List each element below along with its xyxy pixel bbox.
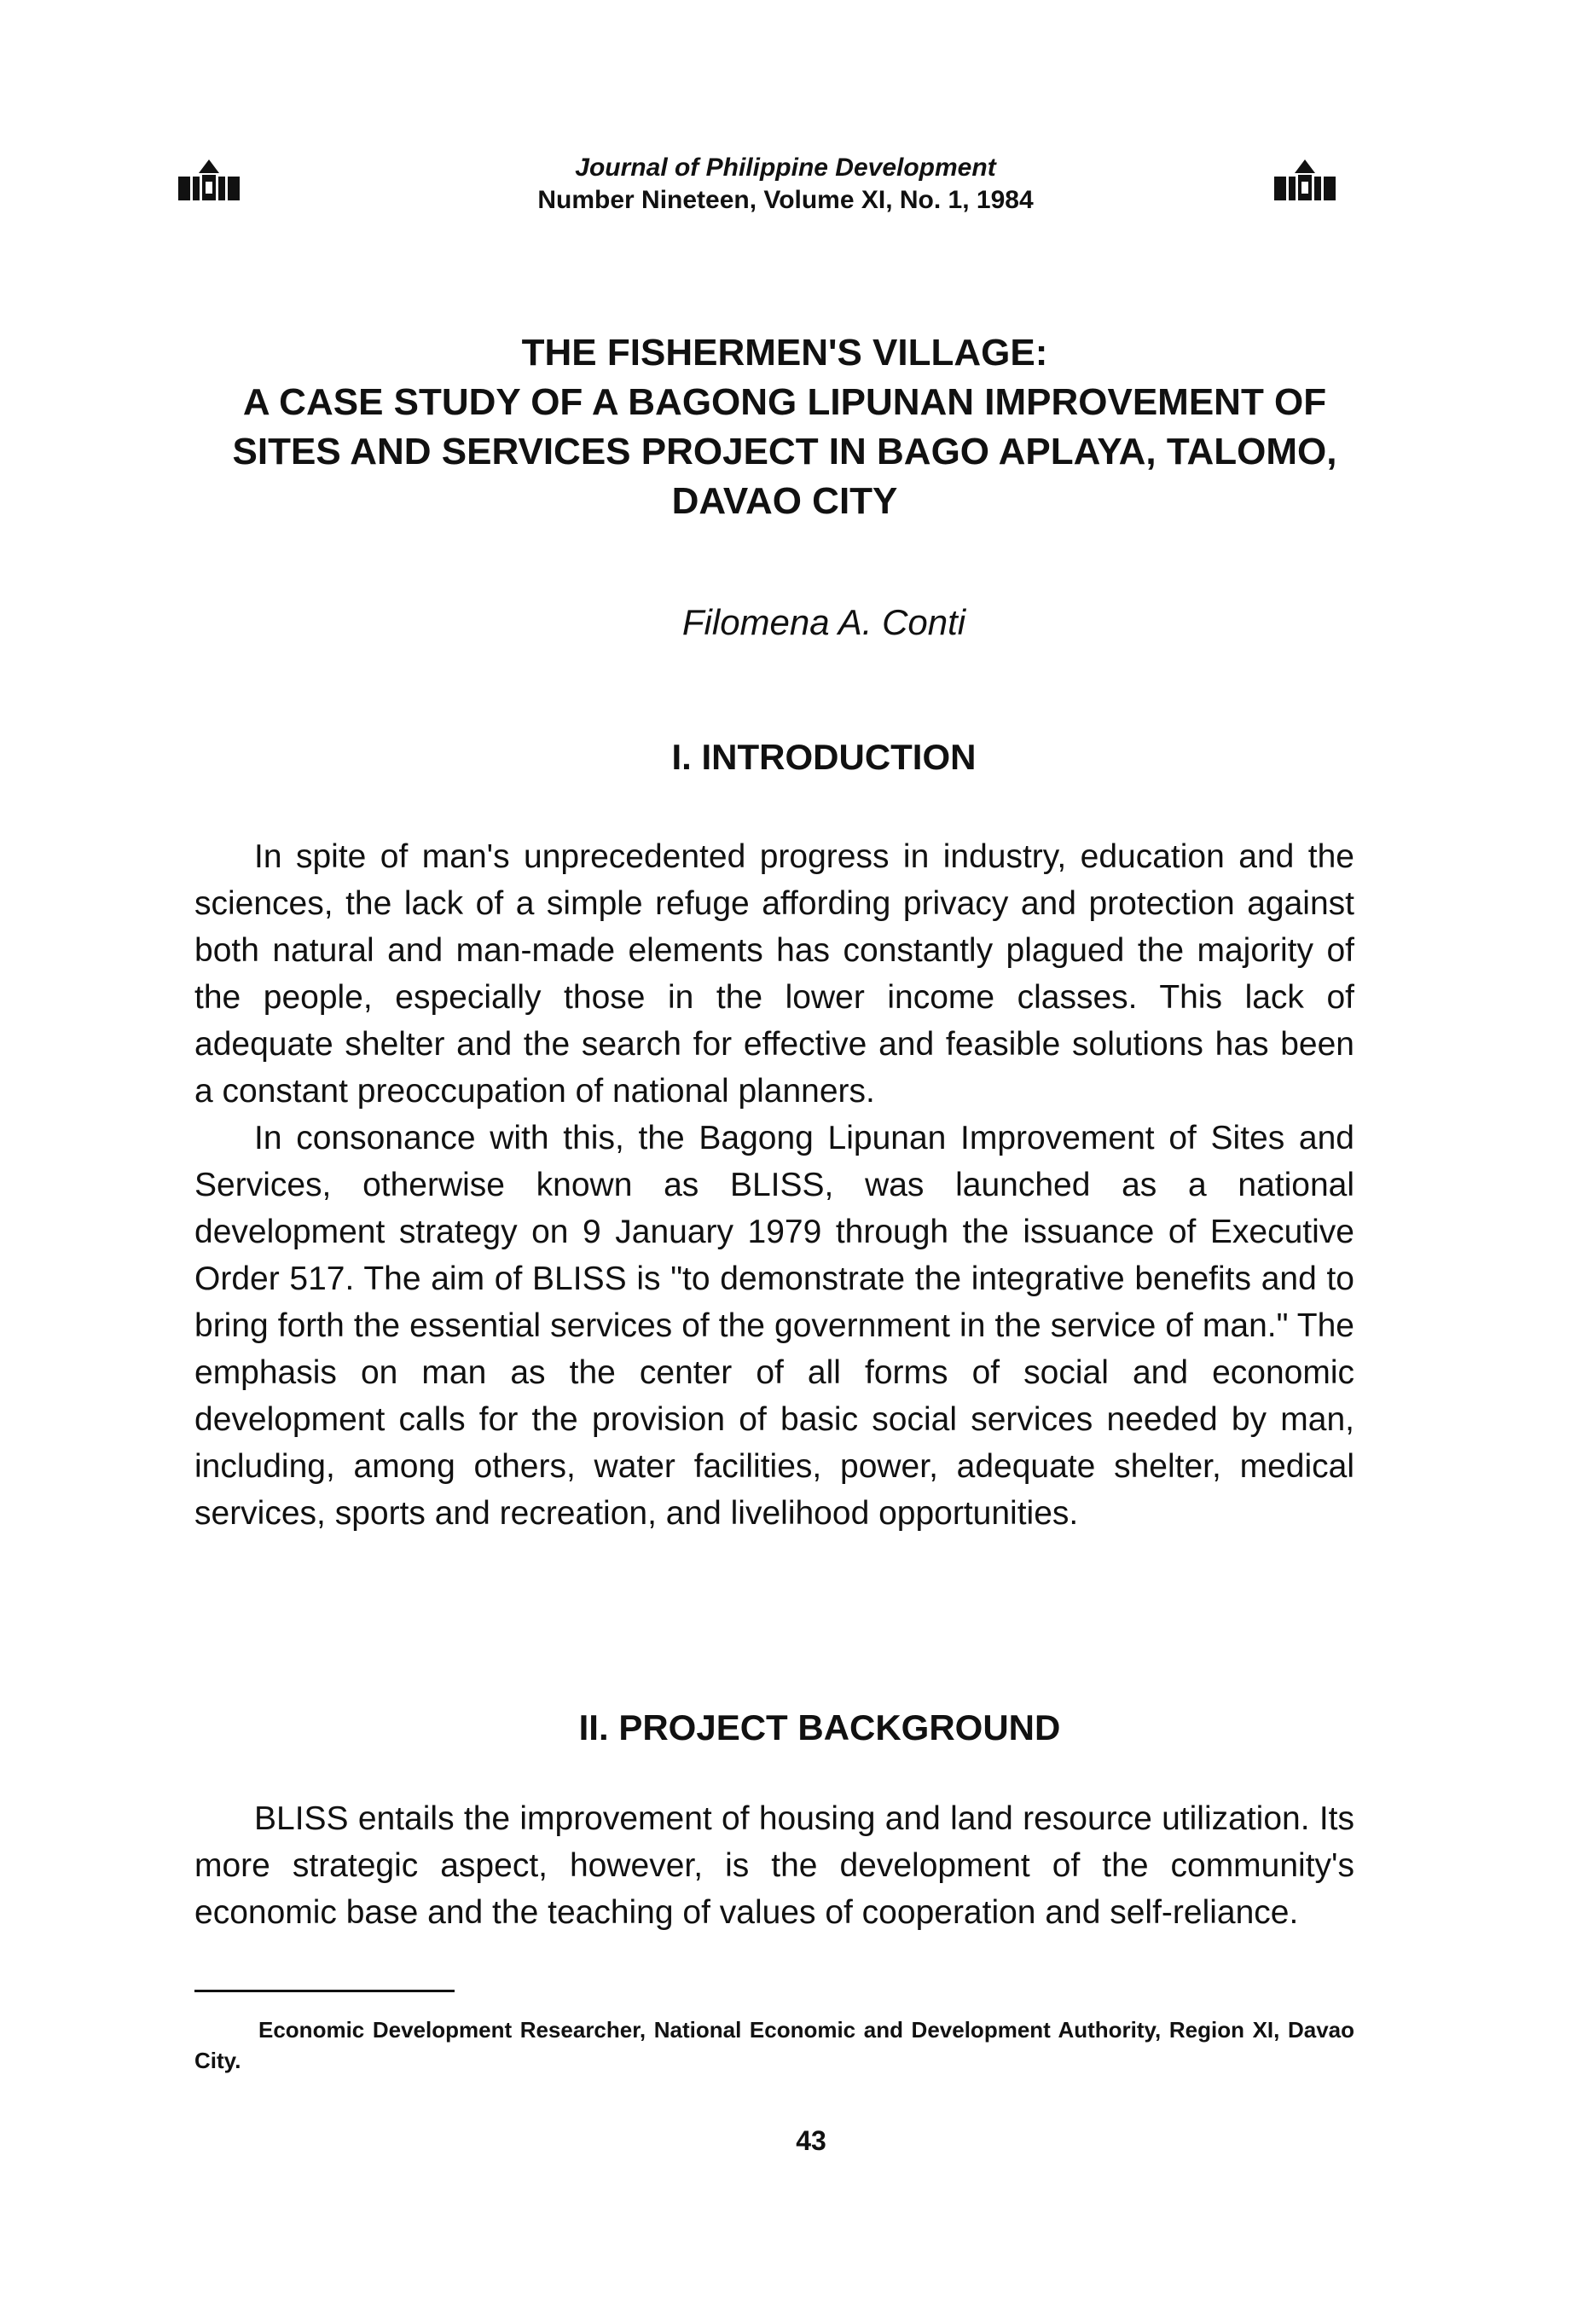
pids-logo-right-icon xyxy=(1271,158,1339,209)
paragraph: In consonance with this, the Bagong Lipunan Improvement of Sites and Services, otherwise known as BLISS, was launched as a national development strategy on 9 January 1979 through the issuance of Executive Order 517. The aim of BLISS is "to demonstrate the integrative benefits and to bring forth the essential services of the government in the service of man." The emphasis on man as the center of all forms of social and economic development calls for the provision of basic social services needed by man, including, among others, water facilities, power, adequate shelter, medical services, sports and recreation, and livelihood opportunities. xyxy=(194,1120,1354,1532)
paragraph: In spite of man's unprecedented progress in industry, education and the sciences, the lack of a simple refuge affording privacy and protection against both natural and man-made elements has constantly plagued the majority of the people, especially those in the lower income classes. This lack of adequate shelter and the search for effective and feasible solutions has been a constant preoccupation of national planners. xyxy=(194,838,1354,1110)
title-line-1: THE FISHERMEN'S VILLAGE: xyxy=(521,332,1048,374)
journal-name: Journal of Philippine Development xyxy=(575,154,996,182)
project-background-body xyxy=(194,1795,1354,1936)
author-name: Filomena A. Conti xyxy=(681,602,966,642)
section-heading-project-background: II. PROJECT BACKGROUND xyxy=(578,1707,1061,1747)
title-line-4: DAVAO CITY xyxy=(671,480,898,522)
footnote-divider xyxy=(194,1990,455,1992)
page-number: 43 xyxy=(796,2125,826,2156)
author-affiliation-footnote: Economic Development Researcher, National Economic and Development Authority, Region XI, Davao City. xyxy=(194,2017,1354,2073)
journal-issue: Number Nineteen, Volume XI, No. 1, 1984 xyxy=(537,186,1034,214)
title-line-2: A CASE STUDY OF A BAGONG LIPUNAN IMPROVEMENT OF xyxy=(242,381,1327,423)
title-line-3: SITES AND SERVICES PROJECT IN BAGO APLAYA, TALOMO, xyxy=(232,431,1337,472)
article-title xyxy=(171,328,1399,526)
paragraph: BLISS entails the improvement of housing and land resource utilization. Its more strategic aspect, however, is the development of the community's economic base and the teaching of values of cooperation and self-reliance. xyxy=(194,1800,1354,1931)
section-heading-introduction: I. INTRODUCTION xyxy=(671,737,977,777)
pids-logo-graphic-right xyxy=(1271,158,1339,209)
introduction-body xyxy=(194,833,1354,1537)
